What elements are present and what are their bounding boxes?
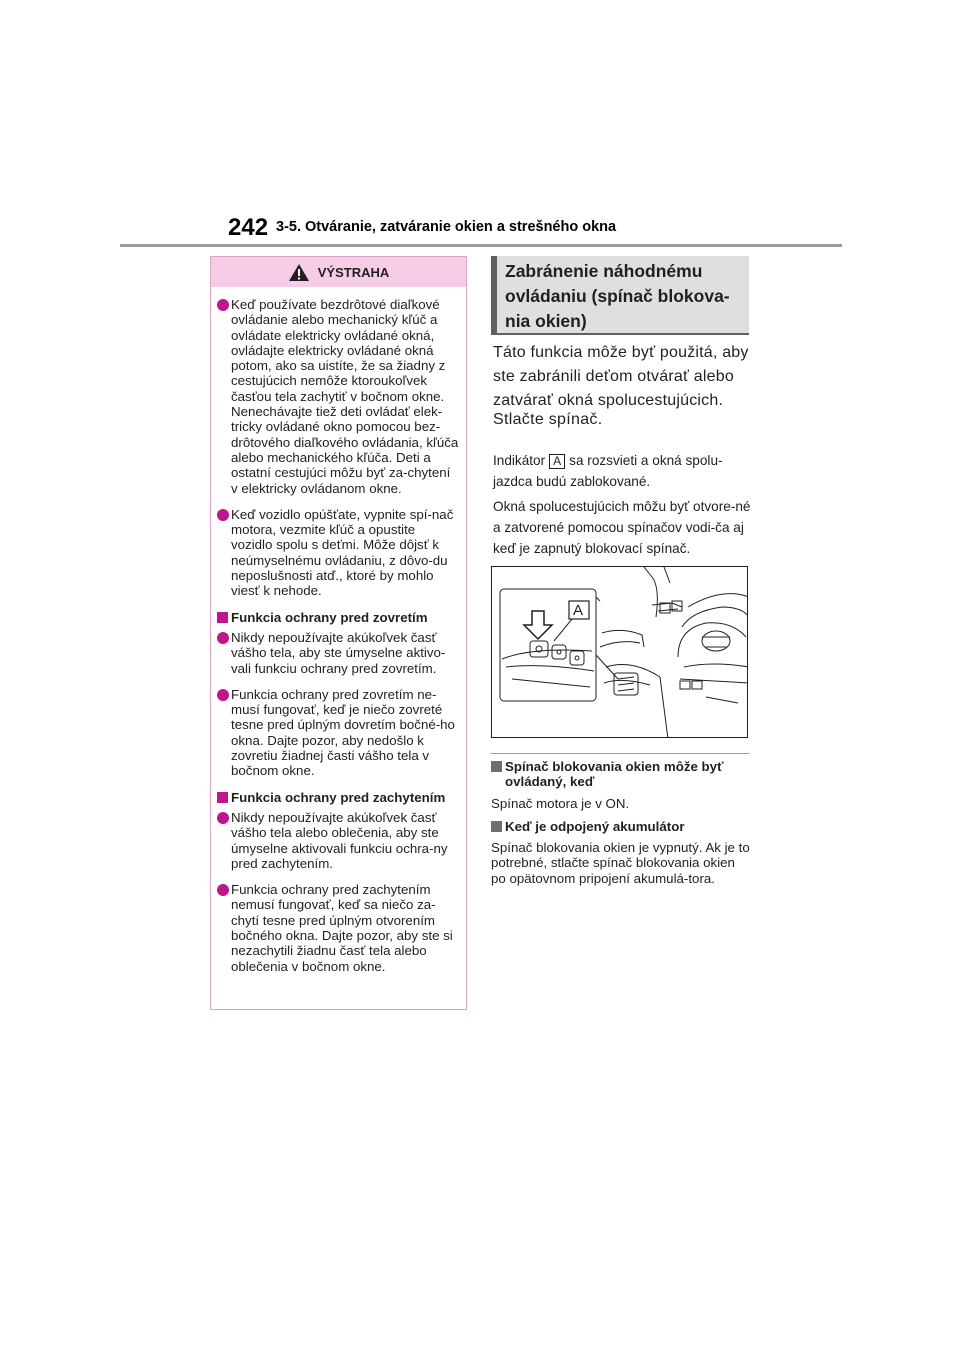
note-heading: Keď je odpojený akumulátor — [491, 819, 753, 834]
square-bullet-icon — [491, 821, 502, 832]
note-text: Spínač motora je v ON. — [491, 795, 630, 811]
warning-point: Funkcia ochrany pred zachytením nemusí fungovať, keď sa niečo za-chytí tesne pred úplným otvorením bočného okna. Dajte pozor, aby ste si nezachytili žiadnu časť tela alebo oblečenia v bočnom okne. — [217, 882, 460, 974]
warning-point: Nikdy nepoužívajte akúkoľvek časť vášho tela alebo oblečenia, aby ste úmyselne aktivovali funkciu ochra-ny pred zachytením. — [217, 810, 460, 871]
callout-badge: A — [549, 454, 565, 469]
window-lock-switch-illustration — [491, 566, 748, 738]
note-text: Spínač blokovania okien je vypnutý. Ak je to potrebné, stlačte spínač blokovania okien po opätovnom pripojení akumulá-tora. — [491, 840, 750, 886]
warning-subheading: Funkcia ochrany pred zovretím — [217, 610, 460, 625]
press-arrow-icon — [524, 611, 552, 639]
indicator-text: Indikátor A sa rozsvieti a okná spolu-jazdca budú zablokované. — [493, 453, 723, 489]
section-heading-box: Zabránenie náhodnému ovládaniu (spínač blokova-nia okien) — [491, 256, 749, 335]
warning-header — [211, 257, 466, 287]
warning-point: Funkcia ochrany pred zovretím ne-musí fungovať, keď je niečo zovreté tesne pred úplným dovretím bočné-ho okna. Dajte pozor, aby nedošlo k zovretiu žiadnej časti vášho tela v bočnom okne. — [217, 687, 460, 779]
passenger-note: Okná spolucestujúcich môžu byť otvore-né a zatvorené pomocou spínačov vodi-ča aj keď je zapnutý blokovací spínač. — [493, 499, 751, 556]
square-bullet-icon — [491, 761, 502, 772]
notes-section — [491, 759, 753, 894]
warning-point: Keď používate bezdrôtové diaľkové ovládanie alebo mechanický kľúč a ovládate elektricky ovládané okná, ovládajte elektricky ovládané okná potom, ako sa uistíte, že sa žiadny z cestujúcich nemôže ktoroukoľvek časťou tela zachytiť v bočnom okne. Nenechávajte tiež deti ovládať elek-tricky ovládané okno pomocou bez-drôtového diaľkového ovládania, kľúča alebo mechanického kľúča. Deti a ostatní cestujúci môžu byť za-chytení v elektricky ovládanom okne. — [217, 297, 460, 496]
warning-triangle-icon — [288, 263, 310, 282]
bullet-icon — [217, 689, 229, 701]
bullet-icon — [217, 632, 229, 644]
section-title: 3-5. Otváranie, zatváranie okien a strešného okna — [276, 219, 617, 235]
bullet-icon — [217, 299, 229, 311]
callout-label: A — [573, 602, 584, 619]
warning-point: Nikdy nepoužívajte akúkoľvek časť vášho tela, aby ste úmyselne aktivo-vali funkciu ochrany pred zovretím. — [217, 630, 460, 676]
figure-divider — [491, 753, 749, 754]
page-number: 242 — [228, 214, 269, 241]
warning-point: Keď vozidlo opúšťate, vypnite spí-nač motora, vezmite kľúč a opustite vozidlo spolu s deťmi. Môže dôjsť k neúmyselnému ovládaniu, z dôvo-du neposlušnosti atď., ktoré by mohlo viesť k nehode. — [217, 507, 460, 599]
bullet-icon — [217, 509, 229, 521]
square-bullet-icon — [217, 612, 228, 623]
square-bullet-icon — [217, 792, 228, 803]
bullet-icon — [217, 884, 229, 896]
warning-title: VÝSTRAHA — [317, 264, 390, 280]
instruction-text: Stlačte spínač. — [493, 411, 603, 428]
header-rule — [120, 244, 842, 247]
warning-box — [210, 256, 467, 1010]
note-heading: Spínač blokovania okien môže byť ovládaný, keď — [491, 759, 753, 790]
intro-text: Táto funkcia môže byť použitá, aby ste zabránili deťom otvárať alebo zatvárať okná spolucestujúcich. — [493, 344, 749, 409]
car-interior-drawing — [492, 567, 748, 738]
warning-subheading: Funkcia ochrany pred zachytením — [217, 790, 460, 805]
bullet-icon — [217, 812, 229, 824]
